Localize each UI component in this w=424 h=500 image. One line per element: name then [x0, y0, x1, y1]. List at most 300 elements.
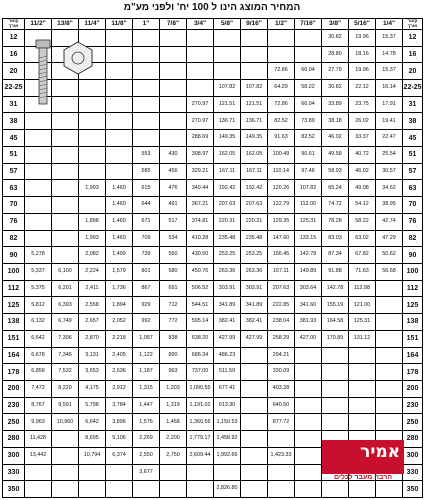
table-row: [3, 280, 423, 297]
price-cell: [376, 280, 403, 297]
length-cell-left: 138: [3, 314, 25, 331]
price-cell: 7,472: [25, 380, 52, 397]
price-cell: 3,896: [106, 414, 133, 431]
price-cell: 403.28: [268, 380, 295, 397]
length-cell-left: 151: [3, 330, 25, 347]
price-cell: [25, 130, 52, 147]
price-cell: 71.63: [349, 263, 376, 280]
price-cell: 294.21: [268, 347, 295, 364]
length-cell-left: 31: [3, 96, 25, 113]
table-row: [3, 163, 423, 180]
corner-label-left: [3, 19, 25, 30]
price-cell: 19.96: [349, 63, 376, 80]
price-cell: 83.03: [322, 230, 349, 247]
price-cell: 2,269: [133, 431, 160, 448]
length-cell-left: 200: [3, 380, 25, 397]
price-cell: 867: [133, 280, 160, 297]
price-cell: 1,187: [133, 364, 160, 381]
price-cell: 7,346: [52, 347, 79, 364]
price-cell: 9,963: [25, 414, 52, 431]
price-cell: 10,960: [52, 414, 79, 431]
price-cell: 6,393: [52, 297, 79, 314]
price-cell: [106, 29, 133, 46]
price-cell: 517: [160, 213, 187, 230]
price-cell: 54.12: [349, 197, 376, 214]
price-cell: [52, 247, 79, 264]
price-cell: 1,898: [79, 213, 106, 230]
price-cell: 382.41: [214, 314, 241, 331]
length-cell-right: 31: [403, 96, 423, 113]
price-cell: 38.95: [376, 197, 403, 214]
table-row: [3, 213, 423, 230]
price-cell: [295, 431, 322, 448]
price-cell: [376, 380, 403, 397]
table-row: [3, 180, 423, 197]
price-cell: 1,203: [160, 380, 187, 397]
price-cell: 1,315: [133, 380, 160, 397]
price-cell: 56.68: [376, 263, 403, 280]
price-cell: 3,677: [133, 464, 160, 481]
price-cell: 2,224: [79, 263, 106, 280]
price-cell: 6,678: [25, 347, 52, 364]
price-cell: [268, 46, 295, 63]
price-cell: [214, 63, 241, 80]
price-cell: 121.00: [349, 297, 376, 314]
price-cell: 270.97: [187, 96, 214, 113]
hex-head-icon: [64, 42, 92, 74]
length-cell-right: 22-25: [403, 80, 423, 97]
price-cell: 107.82: [214, 80, 241, 97]
price-cell: [25, 481, 52, 498]
price-cell: [52, 146, 79, 163]
price-cell: [241, 431, 268, 448]
price-cell: 1,993: [79, 230, 106, 247]
price-cell: [52, 113, 79, 130]
price-cell: [106, 146, 133, 163]
price-cell: 640.50: [268, 397, 295, 414]
price-cell: 580: [160, 263, 187, 280]
price-cell: 2,052: [106, 314, 133, 331]
price-cell: [241, 46, 268, 63]
price-cell: [187, 46, 214, 63]
price-cell: 7,306: [52, 330, 79, 347]
price-cell: 19.41: [376, 113, 403, 130]
price-cell: 192.42: [241, 180, 268, 197]
price-cell: [106, 80, 133, 97]
price-cell: [106, 163, 133, 180]
table-row: [3, 330, 423, 347]
price-cell: 220.31: [214, 213, 241, 230]
price-cell: [322, 414, 349, 431]
price-cell: [376, 330, 403, 347]
table-row: [3, 197, 423, 214]
price-cell: 49.58: [322, 146, 349, 163]
price-cell: 544.51: [187, 297, 214, 314]
price-cell: 5,337: [25, 263, 52, 280]
price-cell: [295, 397, 322, 414]
price-cell: 585: [133, 163, 160, 180]
price-cell: 72.86: [268, 63, 295, 80]
price-cell: 25.54: [376, 146, 403, 163]
price-cell: 1,992.66: [214, 447, 241, 464]
price-cell: 1,460: [106, 213, 133, 230]
price-cell: 1,423.33: [268, 447, 295, 464]
price-cell: 67.82: [349, 247, 376, 264]
length-cell-left: 16: [3, 46, 25, 63]
price-cell: [241, 29, 268, 46]
price-cell: 149.89: [295, 263, 322, 280]
price-cell: 1,150.53: [214, 414, 241, 431]
logo-tagline: הרבה מעבר לכלים: [333, 474, 393, 481]
price-cell: 263.36: [241, 263, 268, 280]
diameter-header: 1": [133, 19, 160, 30]
length-cell-left: 82: [3, 230, 25, 247]
price-cell: [160, 96, 187, 113]
price-cell: [133, 46, 160, 63]
price-cell: 170.89: [322, 330, 349, 347]
table-row: [3, 297, 423, 314]
price-cell: 222.85: [268, 297, 295, 314]
length-cell-right: 200: [403, 380, 423, 397]
diameter-header: 11/4": [79, 19, 106, 30]
price-cell: [268, 431, 295, 448]
price-cell: 1,319: [160, 397, 187, 414]
price-cell: 263.36: [214, 263, 241, 280]
diameter-label: קוטר: [8, 18, 19, 23]
price-cell: [241, 63, 268, 80]
price-cell: 23.75: [349, 96, 376, 113]
length-cell-left: 230: [3, 397, 25, 414]
price-cell: [160, 80, 187, 97]
header-row: [3, 19, 423, 30]
price-cell: [160, 113, 187, 130]
length-cell-right: 82: [403, 230, 423, 247]
length-cell-right: 112: [403, 280, 423, 297]
price-cell: [25, 197, 52, 214]
price-cell: 1,460: [106, 180, 133, 197]
price-cell: [106, 113, 133, 130]
price-cell: [268, 481, 295, 498]
price-cell: [241, 397, 268, 414]
price-cell: 142.78: [322, 280, 349, 297]
price-cell: [349, 380, 376, 397]
price-cell: 270.97: [187, 113, 214, 130]
price-cell: [133, 80, 160, 97]
length-cell-right: 350: [403, 481, 423, 498]
price-cell: 78.28: [322, 213, 349, 230]
price-cell: 1,460: [106, 230, 133, 247]
price-cell: [349, 347, 376, 364]
price-cell: [268, 29, 295, 46]
price-cell: 30.82: [322, 80, 349, 97]
price-cell: [52, 213, 79, 230]
length-cell-left: 100: [3, 263, 25, 280]
price-cell: 1,499: [106, 247, 133, 264]
price-cell: 30.57: [376, 163, 403, 180]
diameter-header: 3/8": [322, 19, 349, 30]
price-cell: [295, 380, 322, 397]
price-cell: 341.60: [295, 297, 322, 314]
diameter-label: קוטר: [407, 18, 418, 23]
length-cell-right: 151: [403, 330, 423, 347]
price-cell: 341.89: [214, 297, 241, 314]
price-cell: 6,642: [79, 414, 106, 431]
length-cell-right: 250: [403, 414, 423, 431]
price-cell: 430: [160, 146, 187, 163]
price-cell: 11,428: [25, 431, 52, 448]
length-cell-right: 51: [403, 146, 423, 163]
table-row: [3, 380, 423, 397]
price-cell: 381.93: [295, 314, 322, 331]
price-cell: 65.24: [322, 180, 349, 197]
length-label: אורך: [407, 22, 418, 28]
price-cell: 5,278: [25, 247, 52, 264]
price-cell: 18.16: [349, 46, 376, 63]
price-cell: [79, 464, 106, 481]
price-cell: 50.62: [376, 247, 403, 264]
price-cell: [52, 481, 79, 498]
length-cell-left: 280: [3, 431, 25, 448]
price-cell: 142.78: [295, 247, 322, 264]
price-cell: 677.41: [214, 380, 241, 397]
price-cell: 2,870: [79, 330, 106, 347]
price-cell: 122.79: [268, 197, 295, 214]
price-cell: 235.48: [214, 230, 241, 247]
diameter-header: 1/2": [268, 19, 295, 30]
price-cell: 253.25: [241, 247, 268, 264]
price-cell: 40.72: [349, 146, 376, 163]
price-cell: 33.37: [349, 130, 376, 147]
price-cell: [79, 146, 106, 163]
price-cell: 5,812: [25, 297, 52, 314]
price-cell: 15.37: [376, 29, 403, 46]
price-cell: 686.34: [187, 347, 214, 364]
price-cell: 33.89: [322, 96, 349, 113]
length-cell-left: 22-25: [3, 80, 25, 97]
price-cell: 72.86: [268, 96, 295, 113]
price-cell: [52, 163, 79, 180]
price-cell: 476: [160, 180, 187, 197]
price-cell: 303.64: [295, 280, 322, 297]
price-cell: 638.20: [187, 330, 214, 347]
price-cell: 129.35: [268, 213, 295, 230]
price-cell: 929: [133, 297, 160, 314]
length-cell-right: 70: [403, 197, 423, 214]
price-cell: 456: [160, 163, 187, 180]
price-cell: [79, 197, 106, 214]
price-cell: 737.00: [187, 364, 214, 381]
price-cell: 1,090.55: [187, 380, 214, 397]
price-cell: 74.72: [322, 197, 349, 214]
price-cell: [160, 464, 187, 481]
price-cell: [133, 96, 160, 113]
length-cell-right: 138: [403, 314, 423, 331]
price-cell: 164.58: [322, 314, 349, 331]
price-cell: 147.60: [268, 230, 295, 247]
price-cell: 511.59: [214, 364, 241, 381]
price-cell: 374.81: [187, 213, 214, 230]
price-cell: [25, 464, 52, 481]
price-cell: [295, 46, 322, 63]
price-cell: 1,579: [106, 263, 133, 280]
price-cell: 82.52: [268, 113, 295, 130]
price-cell: 87.34: [322, 247, 349, 264]
price-cell: 486.23: [214, 347, 241, 364]
price-cell: [52, 431, 79, 448]
price-cell: 349.44: [187, 180, 214, 197]
price-cell: 125.31: [295, 213, 322, 230]
price-cell: [160, 130, 187, 147]
price-cell: [52, 197, 79, 214]
price-cell: 58.22: [295, 80, 322, 97]
hex-bolt-icon: [36, 40, 50, 104]
price-cell: 192.42: [214, 180, 241, 197]
price-cell: [160, 46, 187, 63]
table-row: [3, 364, 423, 381]
table-row: [3, 230, 423, 247]
length-cell-right: 330: [403, 464, 423, 481]
price-cell: 1,468: [160, 414, 187, 431]
table-row: [3, 130, 423, 147]
price-cell: [241, 481, 268, 498]
price-cell: [187, 29, 214, 46]
price-cell: [160, 63, 187, 80]
length-cell-left: 350: [3, 481, 25, 498]
price-cell: 136.71: [214, 113, 241, 130]
price-cell: 220.31: [241, 213, 268, 230]
price-cell: 615: [133, 180, 160, 197]
price-cell: 1,122: [133, 347, 160, 364]
price-cell: 6,642: [25, 330, 52, 347]
price-cell: [25, 113, 52, 130]
price-cell: 913.30: [214, 397, 241, 414]
price-cell: 15.37: [376, 63, 403, 80]
length-cell-right: 280: [403, 431, 423, 448]
length-cell-right: 178: [403, 364, 423, 381]
length-cell-right: 164: [403, 347, 423, 364]
price-cell: [133, 113, 160, 130]
price-cell: [349, 414, 376, 431]
price-cell: [79, 130, 106, 147]
price-cell: 107.82: [295, 180, 322, 197]
price-cell: 303.91: [214, 280, 241, 297]
price-cell: [241, 347, 268, 364]
price-cell: 2,218: [106, 330, 133, 347]
price-cell: 3,653: [79, 364, 106, 381]
price-cell: 2,411: [79, 280, 106, 297]
price-cell: 1,057: [133, 330, 160, 347]
price-cell: 5,375: [25, 280, 52, 297]
price-cell: 66.04: [295, 96, 322, 113]
price-cell: 329.21: [187, 163, 214, 180]
price-cell: [295, 414, 322, 431]
price-cell: 1,360.56: [187, 414, 214, 431]
price-cell: 2,912: [106, 380, 133, 397]
price-cell: 66.04: [295, 63, 322, 80]
price-cell: [241, 447, 268, 464]
price-cell: [322, 364, 349, 381]
price-cell: 963: [160, 364, 187, 381]
price-cell: 5,798: [79, 397, 106, 414]
price-cell: 112.88: [349, 280, 376, 297]
price-cell: [133, 63, 160, 80]
brand-logo: [322, 440, 404, 486]
price-cell: [295, 364, 322, 381]
price-cell: [52, 180, 79, 197]
price-cell: 2,558: [79, 297, 106, 314]
diameter-header: 7/8": [160, 19, 187, 30]
price-cell: 136.71: [241, 113, 268, 130]
length-cell-left: 300: [3, 447, 25, 464]
price-cell: 133.15: [295, 230, 322, 247]
price-cell: 107.82: [241, 80, 268, 97]
price-cell: 238.04: [268, 314, 295, 331]
price-cell: 120.26: [268, 180, 295, 197]
price-cell: [214, 29, 241, 46]
price-cell: 1,894: [106, 297, 133, 314]
price-cell: 253.25: [214, 247, 241, 264]
length-cell-left: 250: [3, 414, 25, 431]
price-cell: 38.18: [322, 113, 349, 130]
price-cell: 1,993: [79, 180, 106, 197]
price-cell: 131.12: [349, 330, 376, 347]
price-cell: [376, 314, 403, 331]
price-cell: 9,591: [52, 397, 79, 414]
price-cell: 2,657: [79, 314, 106, 331]
length-cell-left: 63: [3, 180, 25, 197]
price-cell: [349, 364, 376, 381]
price-cell: 167.11: [241, 163, 268, 180]
corner-label-right: [403, 19, 423, 30]
diameter-header: 3/4": [187, 19, 214, 30]
length-cell-left: 112: [3, 280, 25, 297]
length-cell-right: 16: [403, 46, 423, 63]
price-cell: 739: [133, 247, 160, 264]
length-cell-left: 76: [3, 213, 25, 230]
price-cell: 1,736: [106, 280, 133, 297]
price-cell: 8,767: [25, 397, 52, 414]
price-cell: 112.00: [295, 197, 322, 214]
price-cell: [25, 180, 52, 197]
price-cell: 427.00: [295, 330, 322, 347]
price-cell: 2,750: [160, 447, 187, 464]
price-cell: [133, 481, 160, 498]
price-cell: 491: [160, 197, 187, 214]
diameter-header: 9/16": [241, 19, 268, 30]
table-row: [3, 146, 423, 163]
price-cell: [187, 80, 214, 97]
price-cell: 890: [160, 347, 187, 364]
price-cell: [322, 347, 349, 364]
price-cell: 7,532: [52, 364, 79, 381]
price-cell: 8,695: [79, 431, 106, 448]
price-cell: [25, 213, 52, 230]
price-cell: [106, 96, 133, 113]
length-cell-left: 12: [3, 29, 25, 46]
price-cell: 110.14: [268, 163, 295, 180]
price-cell: [106, 46, 133, 63]
price-cell: [25, 146, 52, 163]
table-row: [3, 314, 423, 331]
price-cell: [79, 163, 106, 180]
price-cell: 30.82: [322, 29, 349, 46]
length-cell-left: 57: [3, 163, 25, 180]
price-cell: [376, 364, 403, 381]
price-cell: 410.28: [187, 230, 214, 247]
price-cell: [106, 481, 133, 498]
price-cell: 26.02: [349, 113, 376, 130]
price-cell: [376, 414, 403, 431]
